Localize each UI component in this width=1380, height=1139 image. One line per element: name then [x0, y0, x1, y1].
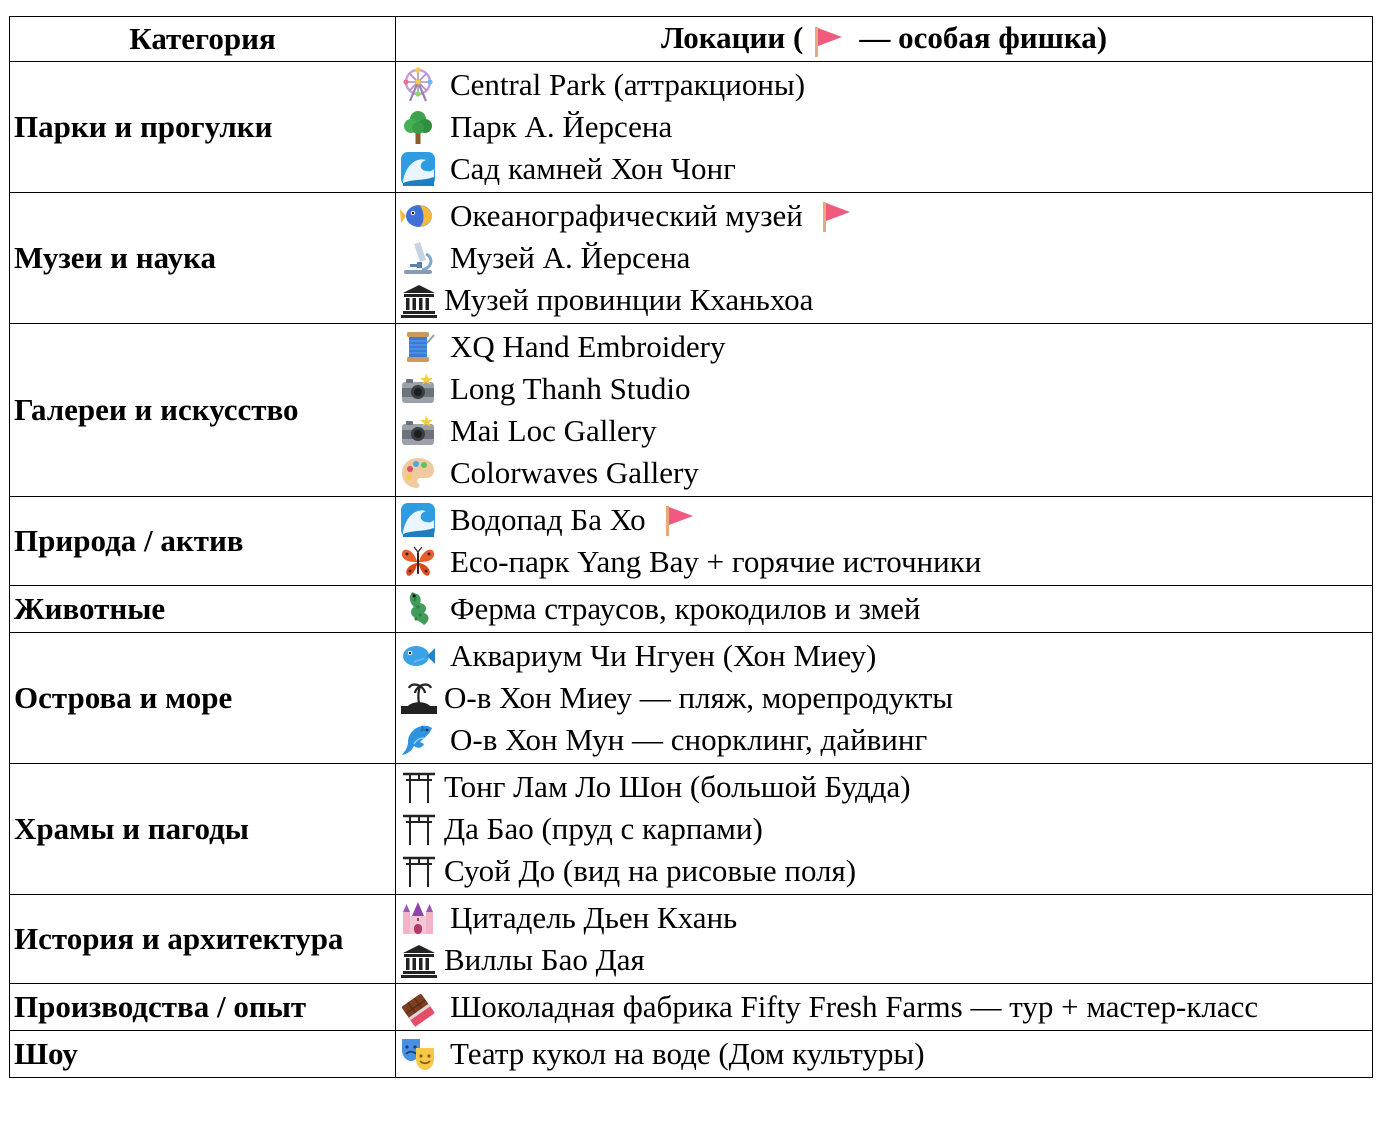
table-row — [10, 984, 1373, 1031]
location-text: Музей провинции Кханьхоа — [444, 282, 814, 317]
location-item — [400, 452, 1370, 494]
location-item — [400, 237, 1370, 279]
location-text: О-в Хон Миеу — пляж, морепродукты — [444, 680, 954, 715]
locations-cell — [396, 764, 1373, 895]
location-item — [400, 719, 1370, 761]
location-item — [400, 850, 1370, 892]
category-cell: Галереи и искусство — [10, 324, 396, 497]
table-row — [10, 497, 1373, 586]
location-item — [400, 677, 1370, 719]
locations-cell — [396, 324, 1373, 497]
locations-cell — [396, 586, 1373, 633]
header-locations-label: Локации ( — [660, 20, 804, 56]
wave-icon — [400, 151, 436, 187]
location-item — [400, 766, 1370, 808]
dolphin-icon — [400, 722, 436, 758]
locations-cell — [396, 984, 1373, 1031]
location-item — [400, 195, 1370, 237]
table-row — [10, 764, 1373, 895]
table-row — [10, 62, 1373, 193]
fish-icon — [400, 638, 436, 674]
location-item — [400, 499, 1370, 541]
locations-table — [9, 16, 1373, 1078]
location-item — [400, 808, 1370, 850]
category-cell: Природа / актив — [10, 497, 396, 586]
header-locations — [396, 17, 1373, 62]
table-row — [10, 324, 1373, 497]
location-item — [400, 986, 1370, 1028]
artist-palette-icon — [400, 455, 436, 491]
location-text: Океанографический музей — [450, 198, 803, 233]
location-text: Да Бао (пруд с карпами) — [444, 811, 763, 846]
wave-icon — [400, 502, 436, 538]
shinto-shrine-icon — [400, 811, 438, 847]
location-text: Парк А. Йерсена — [450, 109, 673, 144]
locations-cell — [396, 62, 1373, 193]
performing-arts-icon — [400, 1036, 436, 1072]
category-cell: История и архитектура — [10, 895, 396, 984]
location-text: Colorwaves Gallery — [450, 455, 699, 490]
location-item — [400, 588, 1370, 630]
category-cell: Музеи и наука — [10, 193, 396, 324]
triangular-flag-icon — [811, 24, 845, 58]
category-cell: Храмы и пагоды — [10, 764, 396, 895]
category-cell: Животные — [10, 586, 396, 633]
location-text: Ферма страусов, крокодилов и змей — [450, 591, 921, 626]
tree-icon — [400, 109, 436, 145]
location-text: Театр кукол на воде (Дом культуры) — [450, 1036, 925, 1071]
category-cell: Производства / опыт — [10, 984, 396, 1031]
castle-icon — [400, 900, 436, 936]
location-text: Цитадель Дьен Кхань — [450, 900, 738, 935]
location-item — [400, 1033, 1370, 1075]
location-text: Водопад Ба Хо — [450, 502, 646, 537]
triangular-flag-icon — [662, 503, 696, 537]
category-cell: Острова и море — [10, 633, 396, 764]
triangular-flag-icon — [819, 199, 853, 233]
locations-cell — [396, 633, 1373, 764]
location-text: Шоколадная фабрика Fifty Fresh Farms — тур + мастер-класс — [450, 989, 1259, 1024]
location-text: Central Park (аттракционы) — [450, 67, 806, 102]
camera-flash-icon — [400, 371, 436, 407]
tropical-fish-icon — [400, 198, 436, 234]
location-item — [400, 148, 1370, 190]
locations-cell — [396, 1031, 1373, 1078]
thread-spool-icon — [400, 329, 436, 365]
location-text: Тонг Лам Ло Шон (большой Будда) — [444, 769, 911, 804]
ferris-wheel-icon — [400, 67, 436, 103]
table-row — [10, 1031, 1373, 1078]
classical-building-icon — [400, 282, 438, 318]
location-text: XQ Hand Embroidery — [450, 329, 726, 364]
camera-flash-icon — [400, 413, 436, 449]
location-text: Суой До (вид на рисовые поля) — [444, 853, 857, 888]
location-item — [400, 635, 1370, 677]
location-text: Eco-парк Yang Bay + горячие источники — [450, 544, 982, 579]
location-text: Long Thanh Studio — [450, 371, 691, 406]
table-row — [10, 586, 1373, 633]
location-item — [400, 939, 1370, 981]
location-item — [400, 897, 1370, 939]
shinto-shrine-icon — [400, 769, 438, 805]
microscope-icon — [400, 240, 436, 276]
location-text: О-в Хон Мун — снорклинг, дайвинг — [450, 722, 928, 757]
locations-cell — [396, 193, 1373, 324]
location-text: Аквариум Чи Нгуен (Хон Миеу) — [450, 638, 877, 673]
location-text: Музей А. Йерсена — [450, 240, 691, 275]
header-locations-note: — особая фишка) — [859, 20, 1108, 56]
classical-building-icon — [400, 942, 438, 978]
crocodile-icon — [400, 591, 436, 627]
location-item — [400, 410, 1370, 452]
table-row — [10, 193, 1373, 324]
header-category: Категория — [10, 17, 396, 62]
location-text: Mai Loc Gallery — [450, 413, 657, 448]
category-cell: Парки и прогулки — [10, 62, 396, 193]
shinto-shrine-icon — [400, 853, 438, 889]
location-item — [400, 279, 1370, 321]
table-row — [10, 633, 1373, 764]
location-item — [400, 541, 1370, 583]
location-text: Сад камней Хон Чонг — [450, 151, 736, 186]
category-cell: Шоу — [10, 1031, 396, 1078]
table-row — [10, 895, 1373, 984]
desert-island-icon — [400, 680, 438, 716]
location-item — [400, 106, 1370, 148]
header-row — [10, 17, 1373, 62]
location-item — [400, 64, 1370, 106]
location-item — [400, 368, 1370, 410]
location-text: Виллы Бао Дая — [444, 942, 645, 977]
locations-cell — [396, 497, 1373, 586]
butterfly-icon — [400, 544, 436, 580]
chocolate-bar-icon — [400, 992, 436, 1028]
location-item — [400, 326, 1370, 368]
locations-cell — [396, 895, 1373, 984]
